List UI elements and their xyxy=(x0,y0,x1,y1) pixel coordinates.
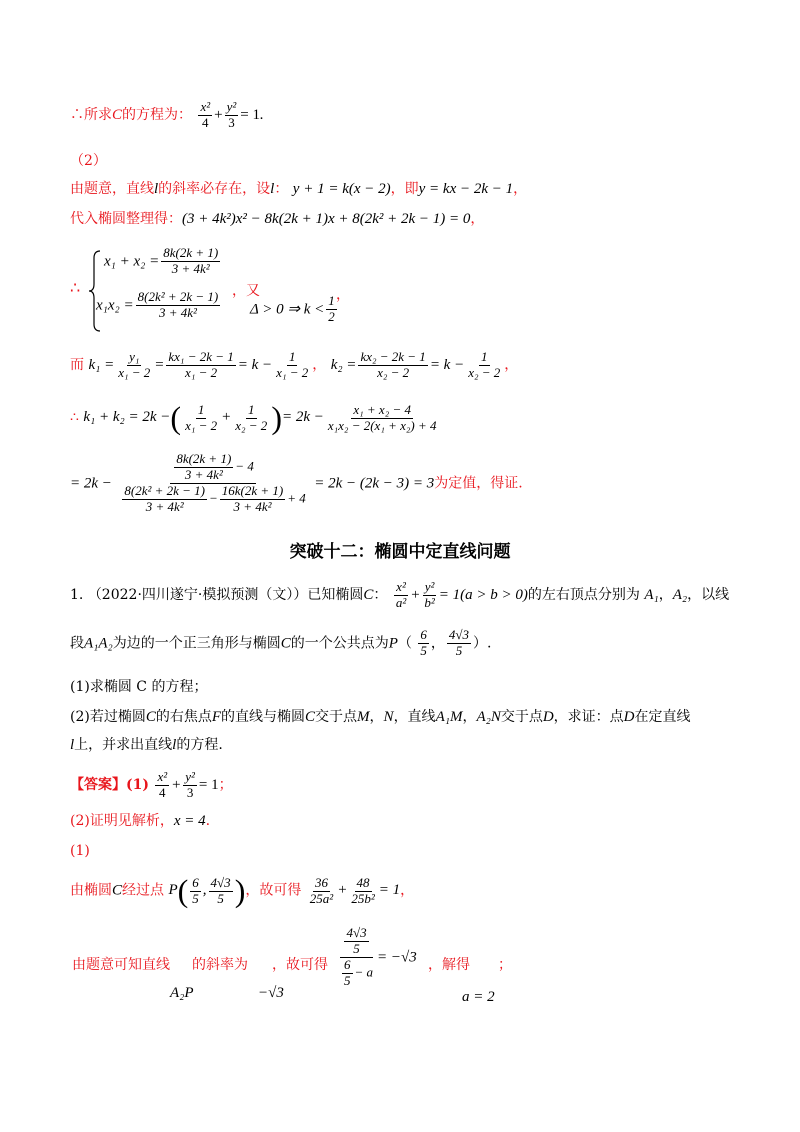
discriminant-condition: Δ > 0 ⇒ k < $\frac{1}{2}$ xyxy=(250,293,335,324)
slope-sum-line: ∴ k₁ + k₂ = 2k −( $\frac{1}{\text{x₁ − 2}}$ + $\frac{1}{\text{x₂ − 2}}$ )= 2k − $\frac{\text{x₁ + x₂ − 4}}{\text{x₁x₂ − 2(x₁ + x₂) + 4}}$ xyxy=(70,400,437,436)
answer-step-1: 由椭圆C经过点 P( $\frac{6}{5}$ , $\frac{4√3}{5}$ )，故可得 $\frac{36}{\text{25a²}}$ + $\frac{48}{\text{25b²}}$ = 1， xyxy=(70,873,415,909)
vieta-sum: x₁ + x₂ = $\frac{8k(2k + 1)}{\text{3 + 4k²}}$ xyxy=(104,245,219,276)
conclusion-line: ∴所求C的方程为： $\frac{\text{x²}}{4}$ + $\frac{\text{y²}}{3}$ = 1. xyxy=(70,99,264,130)
line-a2p-label: A₂P xyxy=(170,985,194,1001)
final-computation: = 2k − $\frac{8k(2k + 1)}{\text{3 + 4k²}}$ − 4 $\frac{\text{8(2k² + 2k − 1)}}{\text{3 + 4k²}}$ − $\frac{16k(2k + 1)}{\text{3 + 4k²}}$ + 4 = 2k − (2k − 3) = 3为定值，得证. xyxy=(70,451,523,514)
line-setup: 由题意，直线l的斜率必存在，设l： y + 1 = k(x − 2)，即y = kx − 2k − 1， xyxy=(70,181,528,197)
section-heading: 突破十二：椭圆中定直线问题 xyxy=(289,542,511,562)
part-2-label: （2） xyxy=(70,153,107,169)
vieta-product: x₁x₂ = $\frac{\text{8(2k² + 2k − 1)}}{\text{3 + 4k²}}$ xyxy=(96,289,219,320)
question-1-part-1: (1)求椭圆 C 的方程； xyxy=(70,679,208,695)
question-1-part-2-cont: l上，并求出直线l的方程. xyxy=(70,737,223,753)
answer-step-2-text: 由题意可知直线 的斜率为 ，故可得 xyxy=(72,957,328,973)
answer-1: 【答案】(1) $\frac{\text{x²}}{4}$ + $\frac{\text{y²}}{3}$ = 1； xyxy=(70,769,233,800)
answer-step-2-fraction: $\frac{4√3}{5}$ $\frac{6}{5}$ − a = −√3 xyxy=(336,926,417,989)
ellipse-equation: $\frac{\text{x²}}{4}$ + $\frac{\text{y²}}{3}$ = 1. xyxy=(200,99,264,130)
result-a: a = 2 xyxy=(462,989,495,1005)
answer-2: (2)证明见解析，x = 4. xyxy=(70,813,211,829)
therefore-symbol: ∴ xyxy=(70,278,81,297)
substitution-line: 代入椭圆整理得：(3 + 4k²)x² − 8k(2k + 1)x + 8(2k² + 2k − 1) = 0， xyxy=(70,211,485,227)
question-1-part-2: (2)若过椭圆C的右焦点F的直线与椭圆C交于点M，N，直线A₁M，A₂N交于点D，求证：点D在定直线 xyxy=(70,709,691,725)
slope-value: −√3 xyxy=(258,985,284,1001)
question-1-line-2: 段A₁A₂为边的一个正三角形与椭圆C的一个公共点为P（ $\frac{6}{5}$ ， $\frac{4√3}{5}$ ）. xyxy=(70,627,492,658)
slopes-line: 而 k₁ = $\frac{\text{y₁}}{\text{x₁ − 2}}$ = $\frac{\text{kx₁ − 2k − 1}}{\text{x₁ − 2}}$ = k − $\frac{1}{\text{x₁ − 2}}$ ， k₂ = $\frac{\text{kx₂ − 2k − 1}}{\text{x₂ − 2}}$ = k − $\frac{1}{\text{x₂ − 2}}$ ， xyxy=(70,349,519,380)
answer-part-1-label: (1) xyxy=(70,843,90,859)
question-1-line-1: 1. （2022·四川遂宁·模拟预测（文））已知椭圆C： $\frac{\text{x²}}{\text{a²}}$ + $\frac{\text{y²}}{\text{b²}}$ = 1(a > b > 0)的左右顶点分别为 A₁，A₂，以线 xyxy=(70,579,730,610)
also-text: ，又 xyxy=(232,283,260,299)
